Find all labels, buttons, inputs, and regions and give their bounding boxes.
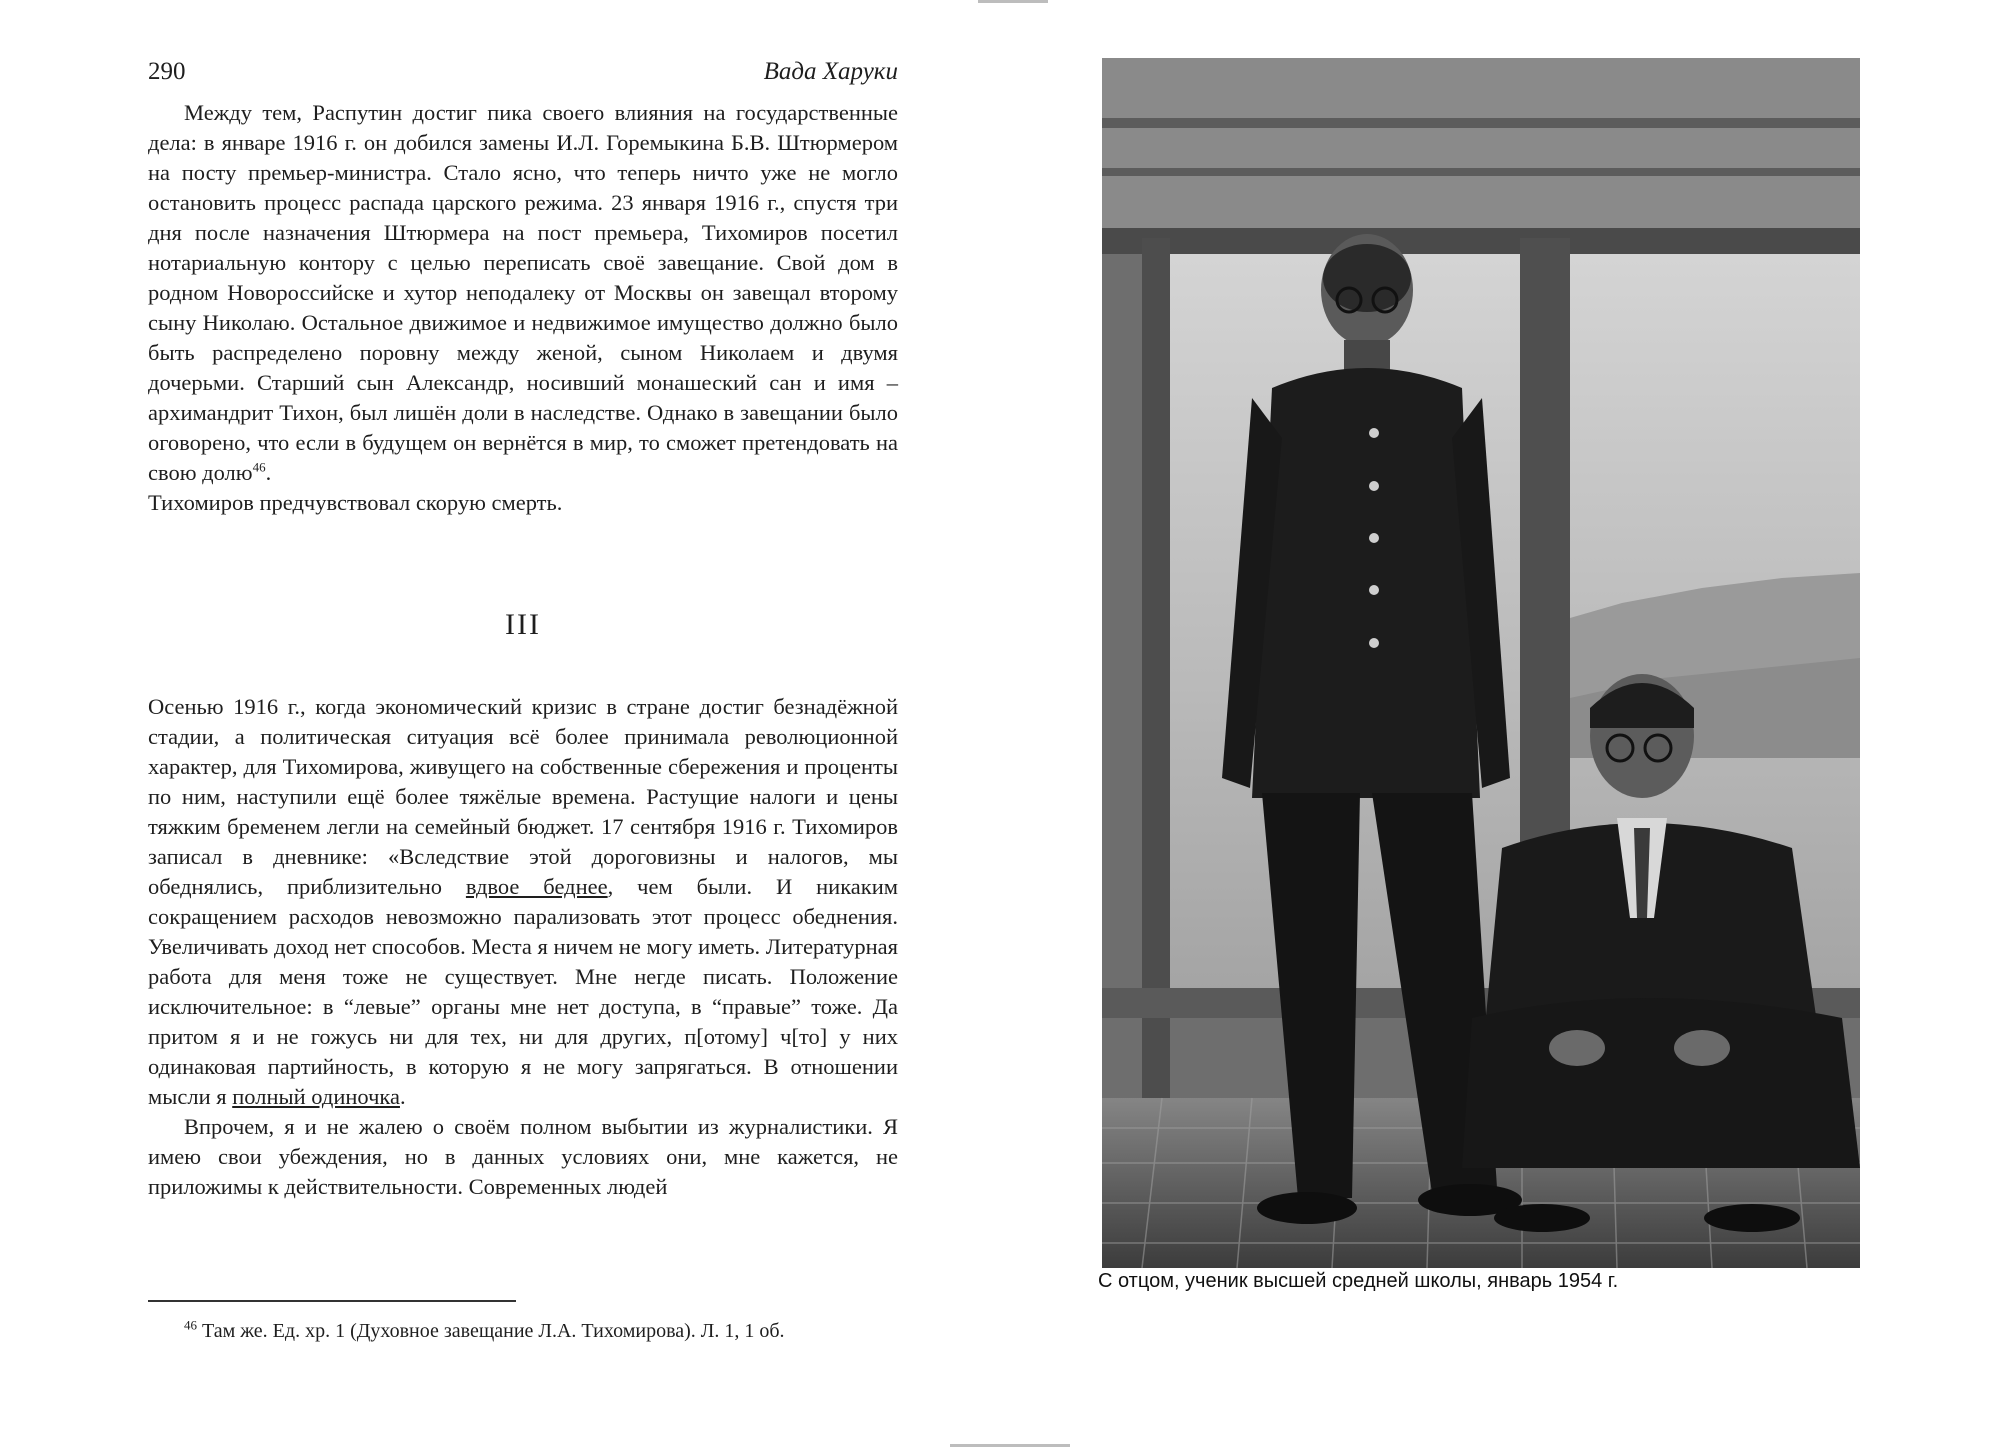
paragraph-2-text-a: Осенью 1916 г., когда экономический кризис в стране достиг безнадёжной стадии, а политическая ситуация всё более принимала революционной характер, для Тихомирова, живущего на собственные сбережения и проценты по ним, наступили ещё более тяжёлые времена. Растущие налоги и цены тяжким бременем легли на семейный бюджет. 17 сентября 1916 г. Тихомиров записал в дневнике: «Вследствие этой дороговизны и налогов, мы обеднялись, приблизительно (148, 694, 898, 899)
footnote-rule (148, 1300, 516, 1302)
footnote-ref-46[interactable]: 46 (252, 459, 266, 475)
page-edge-mark-top (978, 0, 1048, 3)
paragraph-1-text: Между тем, Распутин достиг пика своего влияния на государственные дела: в январе 1916 г. он добился замены И.Л. Горемыкина Б.В. Штюрмером на посту премьер-министра. Стало ясно, что теперь ничто уже не могло остановить процесс распада царского режима. 23 января 1916 г., спустя три дня после назначения Штюрмера на пост премьера, Тихомиров посетил нотариальную контору с целью переписать своё завещание. Свой дом в родном Новороссийске и хутор неподалеку от Москвы он завещал второму сыну Николаю. Остальное движимое и недвижимое имущество должно было быть распределено поровну между женой, сыном Николаем и двумя дочерьми. Старший сын Александр, носивший монашеский сан и имя – архимандрит Тихон, был лишён доли в наследстве. Однако в завещании было оговорено, что если в будущем он вернётся в мир, то сможет претендовать на свою долю (148, 100, 898, 485)
paragraph-2-text-b: , чем были. И никаким сокращением расходов невозможно парализовать этот процесс обеднения. Увеличивать доход нет способов. Места я ничем не могу иметь. Литературная работа для меня тоже не существует. Мне негде писать. Положение исключительное: в “левые” органы мне нет доступа, в “правые” тоже. Да притом я и не гожусь ни для тех, ни для других, п[отому] ч[то] у них одинаковая партийность, в которую я не могу запрягаться. В отношении мысли я (148, 874, 899, 1109)
transom-panel (1102, 58, 1860, 238)
paragraph-2-text-c: . (399, 1084, 406, 1109)
paragraph-2-underlined-1: вдвое беднее (465, 874, 608, 899)
paragraph-1 (148, 98, 898, 518)
page-number: 290 (148, 58, 186, 85)
footnote-text: Там же. Ед. хр. 1 (Духовное завещание Л.А. Тихомирова). Л. 1, 1 об. (202, 1320, 785, 1342)
paragraph-3: Впрочем, я и не жалею о своём полном выбытии из журналистики. Я имею свои убеждения, но в данных условиях они, мне кажется, не приложимы к действительности. Современных людей (148, 1114, 898, 1199)
paragraph-1-end: . (265, 460, 272, 485)
footnote-number: 46 (184, 1317, 197, 1333)
paragraph-1-tail: Тихомиров предчувствовал скорую смерть. (148, 490, 563, 515)
left-page (148, 58, 899, 1342)
photograph (1102, 58, 1860, 1268)
photograph-drawing (1102, 58, 1860, 1268)
section-heading: III (505, 608, 541, 641)
body-text (148, 98, 898, 1202)
running-head (148, 58, 898, 98)
paragraph-2-underlined-2: полный одиночка (232, 1084, 400, 1109)
paragraph-2 (148, 692, 898, 1112)
footnote (184, 1318, 785, 1344)
running-title: Вада Харуки (763, 58, 898, 85)
photo-caption: С отцом, ученик высшей средней школы, январь 1954 г. (1098, 1270, 1619, 1292)
